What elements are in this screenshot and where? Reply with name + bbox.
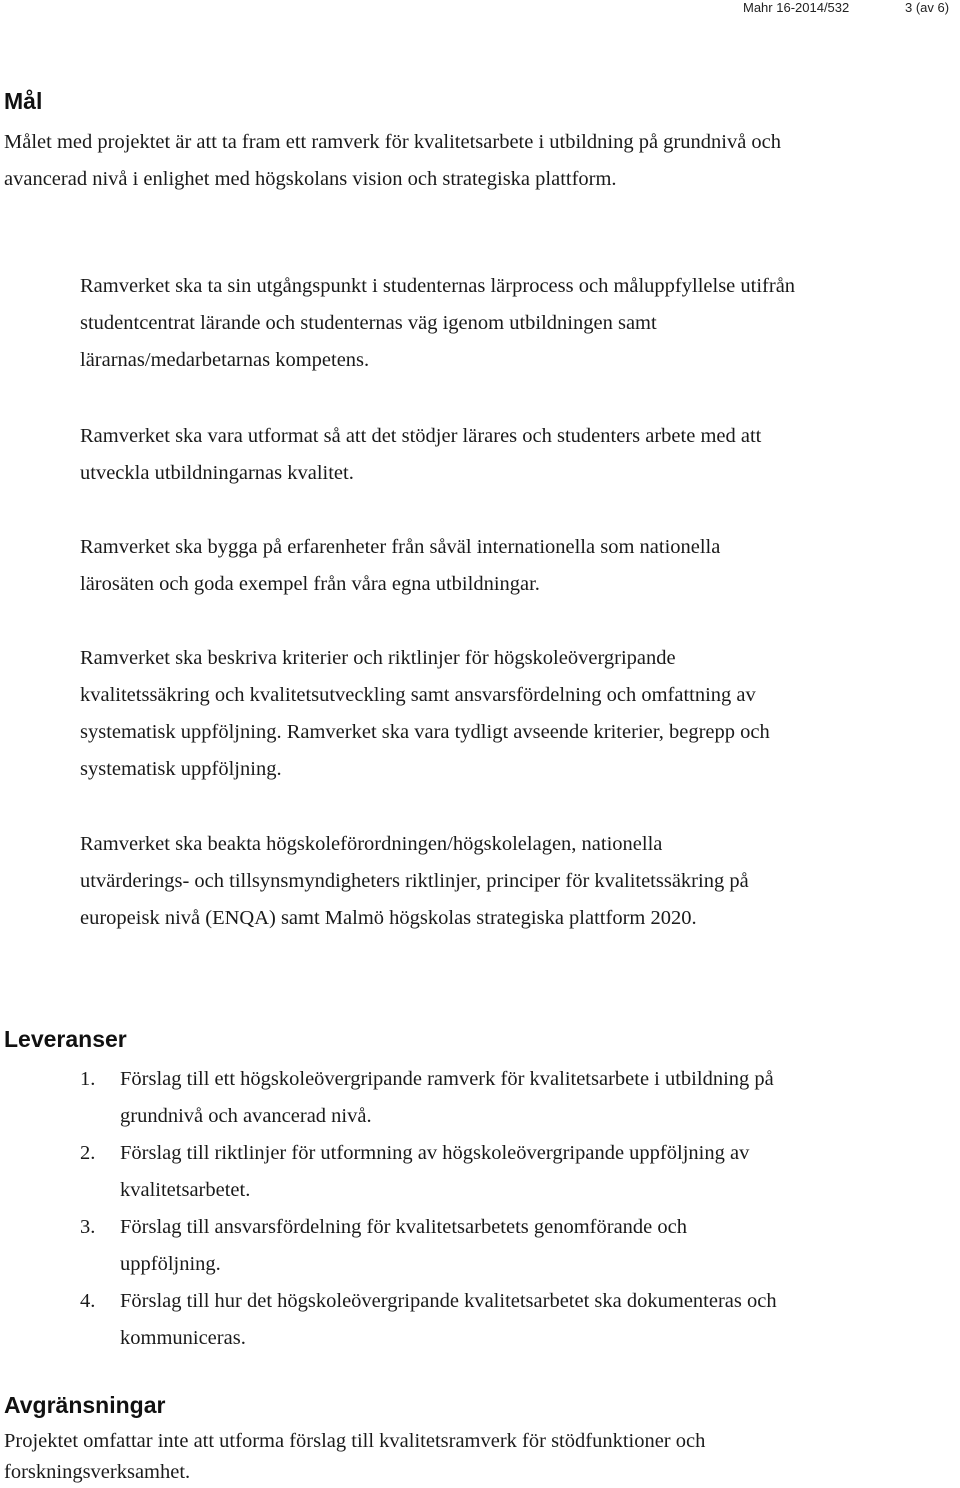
heading-leveranser: Leveranser [4, 1026, 127, 1052]
leveranser-list [80, 1061, 790, 1357]
list-item-text: Förslag till ett högskoleövergripande ramverk för kvalitetsarbete i utbildning på grundnivå och avancerad nivå. [120, 1068, 774, 1127]
mal-paragraph-1: Ramverket ska ta sin utgångspunkt i studenternas lärprocess och måluppfyllelse utifrån studentcentrat lärande och studenternas väg igenom utbildningen samt lärarnas/medarbetarnas kompetens. [80, 275, 796, 371]
list-item-text: Förslag till ansvarsfördelning för kvalitetsarbetets genomförande och uppföljning. [120, 1216, 688, 1275]
heading-avgransningar: Avgränsningar [4, 1392, 166, 1418]
list-item [80, 1061, 790, 1135]
page-header [0, 0, 960, 22]
list-item-number: 1. [80, 1068, 96, 1090]
mal-intro: Målet med projektet är att ta fram ett ramverk för kvalitetsarbete i utbildning på grundnivå och avancerad nivå i enlighet med högskolans vision och strategiska plattform. [4, 131, 782, 190]
mal-paragraph-4: Ramverket ska beskriva kriterier och riktlinjer för högskoleövergripande kvalitetssäkring och kvalitetsutveckling samt ansvarsfördelning och omfattning av systematisk uppföljning. Ramverket ska vara tydligt avseende kriterier, begrepp och systematisk uppföljning. [80, 647, 770, 780]
list-item [80, 1209, 790, 1283]
document-reference: Mahr 16-2014/532 [743, 0, 850, 15]
mal-paragraph-5: Ramverket ska beakta högskoleförordningen/högskolelagen, nationella utvärderings- och tillsynsmyndigheters riktlinjer, principer för kvalitetssäkring på europeisk nivå (ENQA) samt Malmö högskolas strategiska plattform 2020. [80, 833, 749, 929]
mal-paragraph-2: Ramverket ska vara utformat så att det stödjer lärares och studenters arbete med att utveckla utbildningarnas kvalitet. [80, 425, 762, 484]
list-item-text: Förslag till riktlinjer för utformning av högskoleövergripande uppföljning av kvalitetsarbetet. [120, 1142, 750, 1201]
heading-mal: Mål [4, 88, 43, 114]
list-item [80, 1135, 790, 1209]
list-item [80, 1283, 790, 1357]
avgransningar-text: Projektet omfattar inte att utforma förslag till kvalitetsramverk för stödfunktioner och forskningsverksamhet. [4, 1430, 706, 1483]
list-item-number: 2. [80, 1142, 96, 1164]
mal-paragraph-3: Ramverket ska bygga på erfarenheter från såväl internationella som nationella lärosäten och goda exempel från våra egna utbildningar. [80, 536, 721, 595]
page-number: 3 (av 6) [905, 0, 950, 15]
list-item-number: 3. [80, 1216, 96, 1238]
list-item-number: 4. [80, 1290, 96, 1312]
list-item-text: Förslag till hur det högskoleövergripande kvalitetsarbetet ska dokumenteras och kommuniceras. [120, 1290, 777, 1349]
